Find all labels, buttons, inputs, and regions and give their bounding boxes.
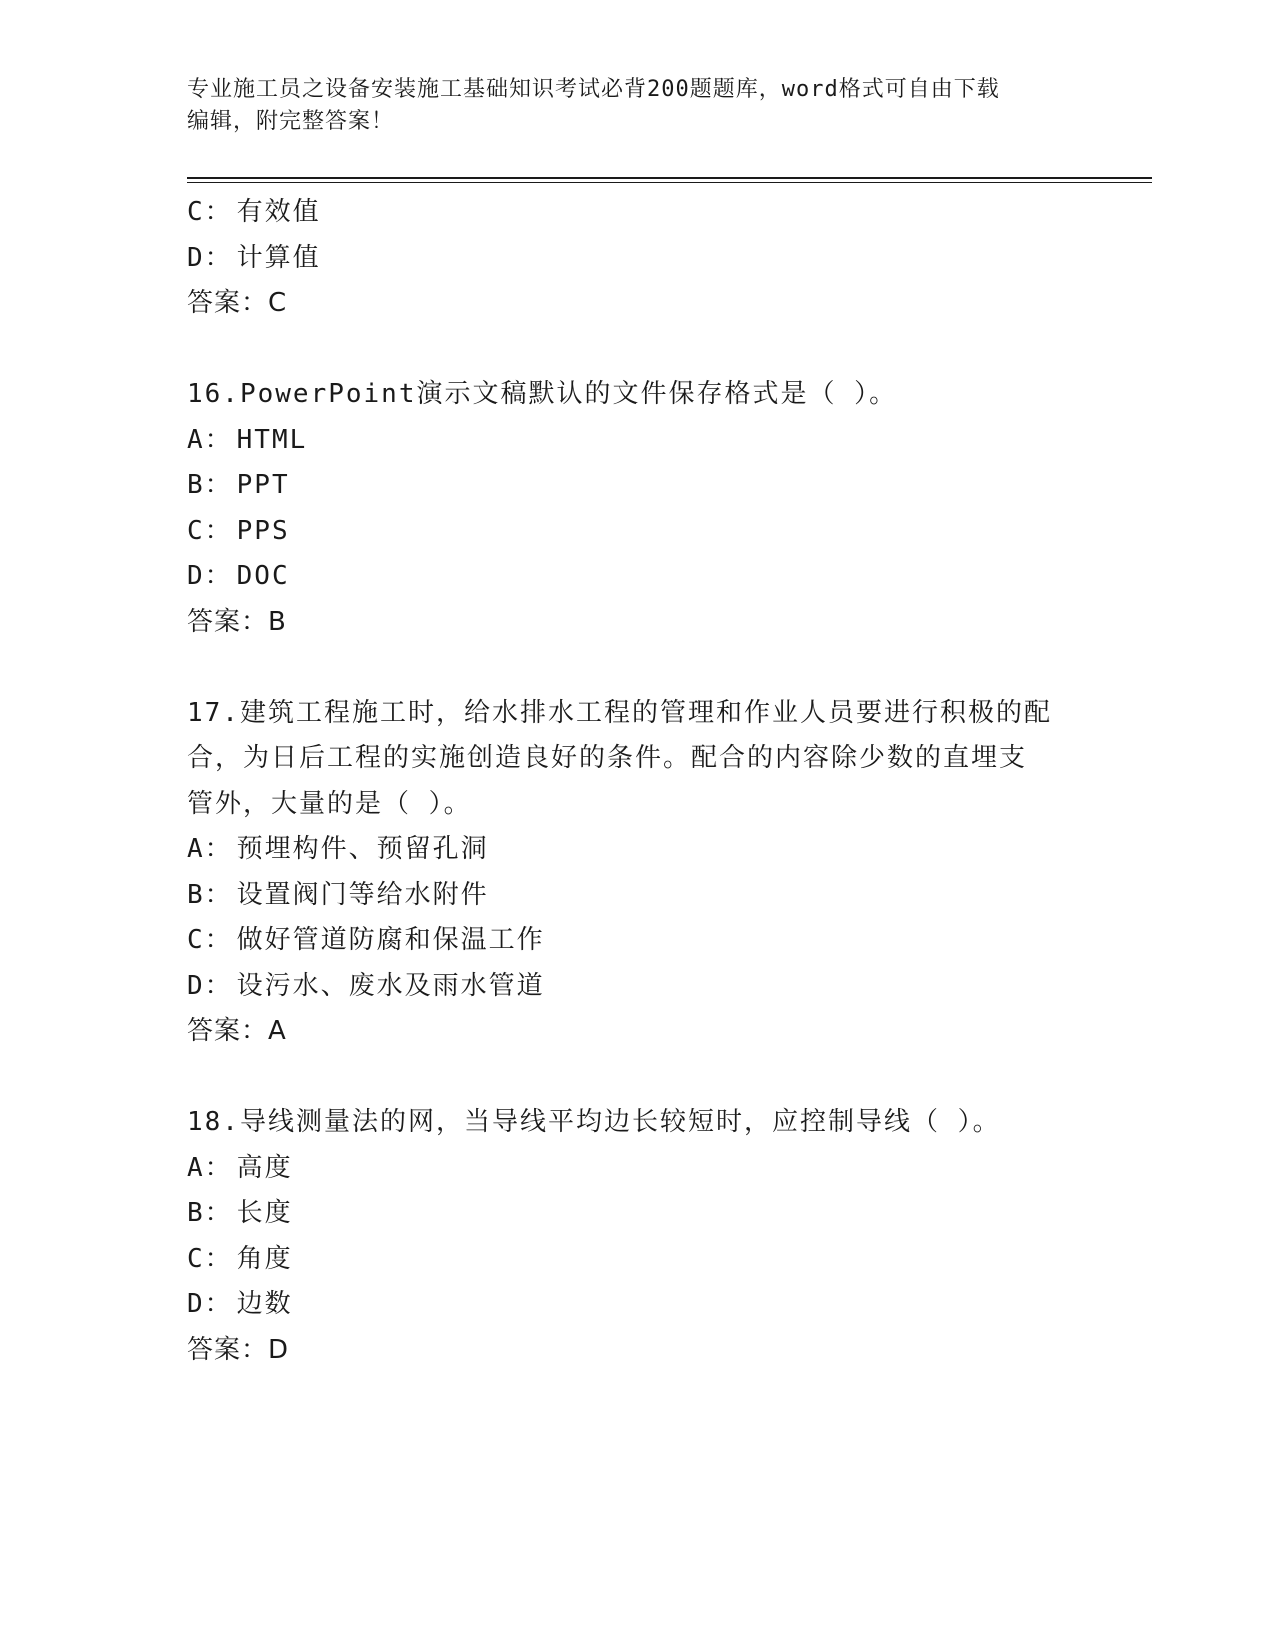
option-letter: C： [187, 1243, 233, 1274]
option-text: 做好管道防腐和保温工作 [236, 925, 545, 955]
spacer [187, 1055, 1087, 1101]
option-text: 预埋构件、预留孔洞 [236, 834, 489, 864]
question-15-tail [187, 190, 1087, 327]
question-stem-line-3: 管外，大量的是（ ）。 [187, 788, 472, 819]
question-stem: 18.导线测量法的网，当导线平均边长较短时，应控制导线（ ）。 [187, 1107, 1001, 1137]
option-b [187, 873, 1087, 919]
option-d [187, 236, 1087, 282]
option-letter: C： [187, 197, 233, 227]
question-17 [187, 691, 1087, 1055]
option-d [187, 964, 1087, 1010]
option-text: 角度 [236, 1243, 293, 1274]
spacer [187, 645, 1087, 691]
option-d [187, 1282, 1087, 1328]
option-text: 设置阀门等给水附件 [236, 879, 489, 910]
question-stem: 16.PowerPoint演示文稿默认的文件保存格式是（ ）。 [187, 379, 898, 409]
option-b [187, 463, 1087, 509]
spacer [187, 327, 1087, 373]
option-text: 计算值 [236, 242, 321, 273]
option-c [187, 509, 1087, 555]
answer-line: 答案：C [187, 288, 288, 318]
option-a [187, 827, 1087, 873]
option-text: DOC [236, 561, 290, 591]
option-letter: D： [187, 1289, 233, 1319]
answer-line: 答案：D [187, 1334, 290, 1365]
header-title-line-1: 专业施工员之设备安装施工基础知识考试必背200题题库，word格式可自由下载 [187, 77, 1000, 102]
option-b [187, 1191, 1087, 1237]
option-letter: A： [187, 424, 233, 455]
option-c [187, 1237, 1087, 1283]
option-text: 有效值 [236, 197, 321, 227]
option-text: HTML [236, 424, 308, 455]
option-letter: B： [187, 470, 233, 500]
option-letter: A： [187, 1152, 233, 1183]
header-title-line-2: 编辑，附完整答案！ [187, 109, 395, 134]
document-header [187, 74, 1067, 138]
option-text: PPT [236, 470, 290, 500]
option-c [187, 918, 1087, 964]
option-letter: D： [187, 561, 233, 591]
option-a [187, 418, 1087, 464]
question-18 [187, 1100, 1087, 1373]
option-text: PPS [236, 515, 290, 546]
option-letter: B： [187, 879, 233, 910]
header-divider-thin [187, 182, 1152, 183]
option-letter: C： [187, 515, 233, 546]
answer-line: 答案：B [187, 606, 287, 637]
option-letter: D： [187, 970, 233, 1001]
option-letter: B： [187, 1198, 233, 1228]
question-list [187, 190, 1087, 1373]
option-d [187, 554, 1087, 600]
question-stem-line-1: 17.建筑工程施工时，给水排水工程的管理和作业人员要进行积极的配 [187, 697, 1052, 728]
option-c [187, 190, 1087, 236]
header-divider-thick [187, 177, 1152, 179]
answer-line: 答案：A [187, 1016, 287, 1046]
option-a [187, 1146, 1087, 1192]
question-16 [187, 372, 1087, 645]
option-text: 高度 [236, 1152, 293, 1183]
option-letter: C： [187, 925, 233, 955]
option-text: 设污水、废水及雨水管道 [236, 970, 545, 1001]
question-stem-line-2: 合，为日后工程的实施创造良好的条件。配合的内容除少数的直埋支 [187, 743, 1028, 773]
option-text: 长度 [236, 1198, 293, 1228]
option-text: 边数 [236, 1289, 293, 1319]
option-letter: A： [187, 834, 233, 864]
option-letter: D： [187, 242, 233, 273]
